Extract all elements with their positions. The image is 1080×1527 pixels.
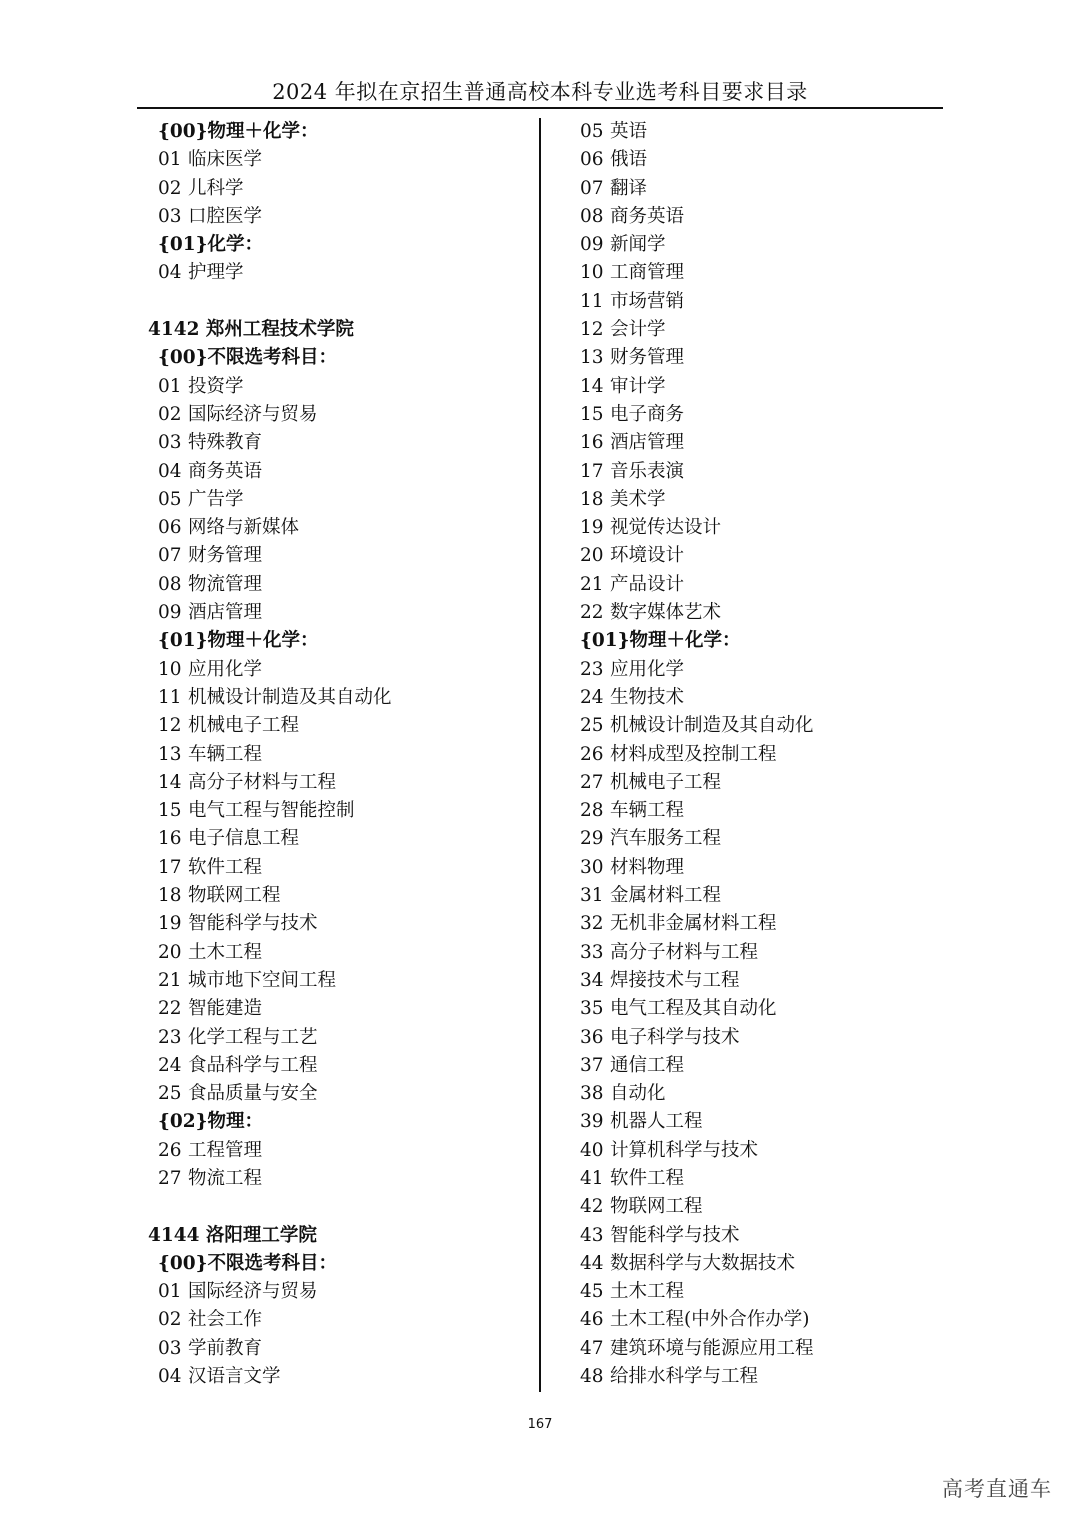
major-code: 37 <box>580 1054 604 1076</box>
major-code: 15 <box>158 800 182 822</box>
major-item <box>148 1165 533 1193</box>
major-item <box>148 1335 533 1363</box>
major-name: 商务英语 <box>610 205 685 227</box>
major-code: 20 <box>580 545 604 567</box>
major-code: 23 <box>158 1026 182 1048</box>
major-code: 22 <box>580 602 604 624</box>
major-name: 机械设计制造及其自动化 <box>188 686 392 708</box>
major-code: 20 <box>158 941 182 963</box>
major-item <box>570 599 940 627</box>
major-code: 18 <box>580 488 604 510</box>
major-name: 国际经济与贸易 <box>188 1281 318 1303</box>
major-item <box>148 486 533 514</box>
major-item <box>148 741 533 769</box>
major-code: 18 <box>158 885 182 907</box>
major-code: 31 <box>580 885 604 907</box>
major-code: 14 <box>580 375 604 397</box>
major-item <box>570 1335 940 1363</box>
major-code: 07 <box>158 545 182 567</box>
major-name: 通信工程 <box>610 1054 685 1076</box>
major-item <box>570 1137 940 1165</box>
major-code: 29 <box>580 828 604 850</box>
major-code: 45 <box>580 1281 604 1303</box>
page-title: 2024 年拟在京招生普通高校本科专业选考科目要求目录 <box>272 80 808 104</box>
major-code: 43 <box>580 1224 604 1246</box>
major-item <box>570 373 940 401</box>
major-item <box>570 514 940 542</box>
major-item <box>148 910 533 938</box>
major-name: 食品科学与工程 <box>188 1054 318 1076</box>
major-name: 生物技术 <box>610 686 685 708</box>
major-name: 临床医学 <box>188 149 263 171</box>
major-item <box>570 288 940 316</box>
major-code: 33 <box>580 941 604 963</box>
major-code: 21 <box>158 969 182 991</box>
major-item <box>570 401 940 429</box>
major-item <box>570 1193 940 1221</box>
major-code: 23 <box>580 658 604 680</box>
major-code: 26 <box>158 1139 182 1161</box>
major-code: 07 <box>580 177 604 199</box>
major-name: 环境设计 <box>610 545 685 567</box>
major-item <box>570 1222 940 1250</box>
major-item <box>570 344 940 372</box>
major-item <box>570 1278 940 1306</box>
major-name: 儿科学 <box>188 177 244 199</box>
major-item <box>148 1306 533 1334</box>
major-code: 27 <box>158 1167 182 1189</box>
major-item <box>148 175 533 203</box>
major-code: 24 <box>580 686 604 708</box>
major-item <box>148 1363 533 1391</box>
major-name: 机器人工程 <box>610 1111 703 1133</box>
major-name: 软件工程 <box>188 856 263 878</box>
major-item <box>570 656 940 684</box>
major-code: 48 <box>580 1366 604 1388</box>
major-item <box>570 910 940 938</box>
major-code: 09 <box>580 234 604 256</box>
major-item <box>570 1306 940 1334</box>
major-name: 电气工程及其自动化 <box>610 998 777 1020</box>
major-name: 网络与新媒体 <box>188 517 300 539</box>
major-name: 汽车服务工程 <box>610 828 722 850</box>
major-code: 11 <box>580 290 604 312</box>
major-code: 04 <box>158 460 182 482</box>
major-item <box>148 995 533 1023</box>
major-name: 物流管理 <box>188 573 263 595</box>
major-code: 10 <box>158 658 182 680</box>
major-code: 05 <box>580 121 604 142</box>
major-code: 12 <box>580 319 604 341</box>
major-name: 产品设计 <box>610 573 685 595</box>
major-name: 酒店管理 <box>188 602 263 624</box>
major-name: 工程管理 <box>188 1139 263 1161</box>
major-item <box>570 146 940 174</box>
major-code: 28 <box>580 800 604 822</box>
major-item <box>148 599 533 627</box>
major-code: 03 <box>158 1337 182 1359</box>
institution-heading: 4144 洛阳理工学院 <box>148 1224 317 1246</box>
major-name: 智能建造 <box>188 998 263 1020</box>
major-name: 给排水科学与工程 <box>610 1366 759 1388</box>
major-code: 44 <box>580 1252 604 1274</box>
major-item <box>570 1108 940 1136</box>
major-item <box>570 259 940 287</box>
major-name: 土木工程 <box>188 941 263 963</box>
major-code: 15 <box>580 403 604 425</box>
major-code: 41 <box>580 1167 604 1189</box>
major-item <box>148 1278 533 1306</box>
header-rule <box>137 107 943 109</box>
major-item <box>570 1363 940 1391</box>
major-name: 美术学 <box>610 488 666 510</box>
major-name: 英语 <box>610 121 648 142</box>
major-item <box>570 1052 940 1080</box>
major-code: 26 <box>580 743 604 765</box>
major-name: 投资学 <box>188 375 244 397</box>
major-name: 汉语言文学 <box>188 1366 281 1388</box>
major-code: 35 <box>580 998 604 1020</box>
major-code: 10 <box>580 262 604 284</box>
major-name: 物流工程 <box>188 1167 263 1189</box>
major-name: 视觉传达设计 <box>610 517 722 539</box>
major-name: 物联网工程 <box>188 885 281 907</box>
major-name: 数字媒体艺术 <box>610 602 722 624</box>
major-item <box>570 1250 940 1278</box>
major-name: 应用化学 <box>188 658 263 680</box>
major-name: 电子信息工程 <box>188 828 300 850</box>
major-item <box>570 995 940 1023</box>
major-name: 电子科学与技术 <box>610 1026 740 1048</box>
major-item <box>148 373 533 401</box>
subject-group-heading: {01}物理＋化学： <box>580 630 741 652</box>
major-item <box>570 231 940 259</box>
major-item <box>570 825 940 853</box>
major-name: 高分子材料与工程 <box>610 941 759 963</box>
major-code: 30 <box>580 856 604 878</box>
major-item <box>570 203 940 231</box>
major-name: 社会工作 <box>188 1309 263 1331</box>
major-code: 17 <box>158 856 182 878</box>
major-item <box>148 967 533 995</box>
major-code: 38 <box>580 1083 604 1105</box>
major-code: 02 <box>158 177 182 199</box>
subject-group-heading: {00}不限选考科目： <box>158 1252 338 1274</box>
major-code: 40 <box>580 1139 604 1161</box>
spacer <box>148 288 533 316</box>
major-code: 02 <box>158 1309 182 1331</box>
watermark: 高考直通车 <box>942 1477 1052 1501</box>
major-name: 城市地下空间工程 <box>188 969 337 991</box>
major-item <box>148 684 533 712</box>
major-code: 27 <box>580 771 604 793</box>
major-item <box>148 656 533 684</box>
major-item <box>148 514 533 542</box>
major-item <box>148 882 533 910</box>
major-name: 工商管理 <box>610 262 685 284</box>
major-item <box>148 1024 533 1052</box>
subject-group-heading: {02}物理： <box>158 1111 264 1133</box>
major-name: 应用化学 <box>610 658 685 680</box>
major-code: 01 <box>158 375 182 397</box>
major-name: 材料成型及控制工程 <box>610 743 777 765</box>
major-name: 无机非金属材料工程 <box>610 913 777 935</box>
major-code: 13 <box>158 743 182 765</box>
major-item <box>570 486 940 514</box>
major-code: 03 <box>158 205 182 227</box>
institution-heading: 4142 郑州工程技术学院 <box>148 319 354 341</box>
right-column <box>570 118 940 1391</box>
major-item <box>570 882 940 910</box>
major-item <box>148 146 533 174</box>
major-item <box>570 769 940 797</box>
major-name: 建筑环境与能源应用工程 <box>610 1337 814 1359</box>
major-code: 02 <box>158 403 182 425</box>
major-code: 19 <box>158 913 182 935</box>
major-code: 46 <box>580 1309 604 1331</box>
major-item <box>570 1080 940 1108</box>
major-name: 金属材料工程 <box>610 885 722 907</box>
major-name: 特殊教育 <box>188 432 263 454</box>
major-item <box>570 854 940 882</box>
major-name: 软件工程 <box>610 1167 685 1189</box>
left-column <box>148 118 533 1391</box>
major-name: 护理学 <box>188 262 244 284</box>
major-code: 22 <box>158 998 182 1020</box>
major-code: 14 <box>158 771 182 793</box>
major-item <box>148 458 533 486</box>
major-name: 音乐表演 <box>610 460 685 482</box>
subject-group-heading: {00}不限选考科目： <box>158 347 338 369</box>
column-divider <box>539 118 541 1392</box>
major-item <box>570 175 940 203</box>
major-name: 商务英语 <box>188 460 263 482</box>
major-code: 01 <box>158 1281 182 1303</box>
major-name: 计算机科学与技术 <box>610 1139 759 1161</box>
major-name: 国际经济与贸易 <box>188 403 318 425</box>
major-name: 机械电子工程 <box>188 715 300 737</box>
major-name: 市场营销 <box>610 290 685 312</box>
major-code: 25 <box>158 1083 182 1105</box>
major-name: 口腔医学 <box>188 205 263 227</box>
major-name: 翻译 <box>610 177 648 199</box>
major-name: 土木工程 <box>610 1281 685 1303</box>
major-item <box>570 571 940 599</box>
major-item <box>148 571 533 599</box>
page-number: 167 <box>527 1417 553 1432</box>
major-code: 05 <box>158 488 182 510</box>
major-code: 19 <box>580 517 604 539</box>
spacer <box>148 1193 533 1221</box>
major-name: 俄语 <box>610 149 648 171</box>
major-name: 机械电子工程 <box>610 771 722 793</box>
major-code: 16 <box>158 828 182 850</box>
major-item <box>148 825 533 853</box>
major-name: 材料物理 <box>610 856 685 878</box>
major-item <box>148 769 533 797</box>
major-item <box>570 712 940 740</box>
major-item <box>570 741 940 769</box>
major-code: 21 <box>580 573 604 595</box>
major-code: 12 <box>158 715 182 737</box>
major-item <box>148 712 533 740</box>
major-item <box>148 1137 533 1165</box>
major-code: 42 <box>580 1196 604 1218</box>
major-item <box>570 458 940 486</box>
major-code: 32 <box>580 913 604 935</box>
major-name: 学前教育 <box>188 1337 263 1359</box>
subject-group-heading: {01}物理＋化学： <box>158 630 319 652</box>
major-name: 焊接技术与工程 <box>610 969 740 991</box>
major-code: 39 <box>580 1111 604 1133</box>
major-name: 电气工程与智能控制 <box>188 800 355 822</box>
major-item <box>148 1052 533 1080</box>
major-name: 自动化 <box>610 1083 666 1105</box>
major-item <box>148 939 533 967</box>
major-name: 数据科学与大数据技术 <box>610 1252 796 1274</box>
major-item <box>570 1024 940 1052</box>
major-name: 化学工程与工艺 <box>188 1026 318 1048</box>
major-name: 智能科学与技术 <box>188 913 318 935</box>
major-code: 16 <box>580 432 604 454</box>
major-name: 车辆工程 <box>610 800 685 822</box>
major-item <box>570 118 940 146</box>
major-code: 08 <box>158 573 182 595</box>
major-item <box>148 1080 533 1108</box>
major-code: 17 <box>580 460 604 482</box>
major-item <box>148 429 533 457</box>
major-code: 06 <box>158 517 182 539</box>
major-name: 审计学 <box>610 375 666 397</box>
major-code: 01 <box>158 149 182 171</box>
major-code: 36 <box>580 1026 604 1048</box>
major-item <box>148 542 533 570</box>
major-name: 电子商务 <box>610 403 685 425</box>
major-code: 25 <box>580 715 604 737</box>
major-item <box>570 429 940 457</box>
major-item <box>148 259 533 287</box>
major-code: 09 <box>158 602 182 624</box>
major-name: 智能科学与技术 <box>610 1224 740 1246</box>
major-name: 财务管理 <box>188 545 263 567</box>
major-name: 食品质量与安全 <box>188 1083 318 1105</box>
major-item <box>570 316 940 344</box>
major-code: 04 <box>158 262 182 284</box>
major-name: 广告学 <box>188 488 244 510</box>
major-item <box>148 854 533 882</box>
major-name: 车辆工程 <box>188 743 263 765</box>
major-item <box>570 797 940 825</box>
major-item <box>148 797 533 825</box>
major-name: 会计学 <box>610 319 666 341</box>
major-code: 06 <box>580 149 604 171</box>
major-code: 03 <box>158 432 182 454</box>
major-name: 财务管理 <box>610 347 685 369</box>
major-code: 24 <box>158 1054 182 1076</box>
major-name: 机械设计制造及其自动化 <box>610 715 814 737</box>
major-item <box>148 203 533 231</box>
major-code: 13 <box>580 347 604 369</box>
major-name: 酒店管理 <box>610 432 685 454</box>
major-code: 04 <box>158 1366 182 1388</box>
major-name: 土木工程(中外合作办学) <box>610 1309 810 1331</box>
subject-group-heading: {00}物理＋化学： <box>158 121 319 142</box>
major-item <box>148 401 533 429</box>
major-item <box>570 939 940 967</box>
major-code: 08 <box>580 205 604 227</box>
major-name: 高分子材料与工程 <box>188 771 337 793</box>
major-item <box>570 967 940 995</box>
major-code: 34 <box>580 969 604 991</box>
major-code: 47 <box>580 1337 604 1359</box>
major-code: 11 <box>158 686 182 708</box>
major-item <box>570 1165 940 1193</box>
subject-group-heading: {01}化学： <box>158 234 264 256</box>
major-name: 物联网工程 <box>610 1196 703 1218</box>
major-name: 新闻学 <box>610 234 666 256</box>
major-item <box>570 542 940 570</box>
major-item <box>570 684 940 712</box>
